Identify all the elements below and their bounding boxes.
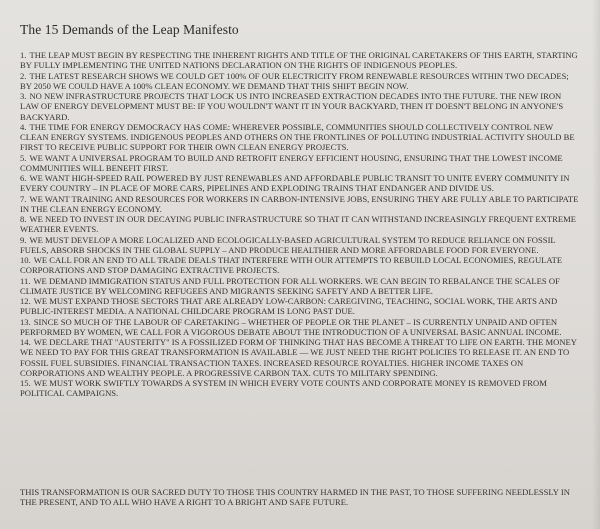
demand-number: 13.: [20, 316, 31, 327]
demands-list: [20, 50, 580, 399]
demand-text: WE WANT TRAINING AND RESOURCES FOR WORKERS IN CARBON-INTENSIVE JOBS, ENSURING THEY ARE FULLY ABLE TO PARTICIPATE IN THE CLEAN ENERGY ECONOMY.: [20, 193, 579, 214]
demand-number: 8.: [20, 214, 27, 224]
demand-text: THE LATEST RESEARCH SHOWS WE COULD GET 100% OF OUR ELECTRICITY FROM RENEWABLE RESOURCES WITHIN TWO DECADES; BY 2050 WE COULD HAVE A 100% CLEAN ECONOMY. WE DEMAND THAT THIS SHIFT BEGIN NOW.: [20, 70, 569, 91]
demand-item: [20, 235, 580, 256]
demand-item: [20, 153, 580, 174]
demand-item: [20, 276, 580, 297]
demand-number: 14.: [20, 337, 31, 347]
demand-number: 12.: [20, 296, 31, 306]
demand-text: WE MUST DEVELOP A MORE LOCALIZED AND ECOLOGICALLY-BASED AGRICULTURAL SYSTEM TO REDUCE RELIANCE ON FOSSIL FUELS, ABSORB SHOCKS IN THE GLOBAL SUPPLY – AND PRODUCE HEALTHIER AND MORE AFFORDABLE FOOD FOR EVERYONE.: [20, 234, 556, 255]
demand-item: [20, 122, 580, 153]
demand-item: [20, 317, 580, 338]
demand-number: 7.: [20, 193, 27, 204]
demand-text: WE CALL FOR AN END TO ALL TRADE DEALS THAT INTERFERE WITH OUR ATTEMPTS TO REBUILD LOCAL ECONOMIES, REGULATE CORPORATIONS AND STOP DAMAGING EXTRACTIVE PROJECTS.: [20, 255, 563, 276]
demand-text: WE MUST WORK SWIFTLY TOWARDS A SYSTEM IN WHICH EVERY VOTE COUNTS AND CORPORATE MONEY IS REMOVED FROM POLITICAL CAMPAIGNS.: [20, 378, 547, 399]
demand-text: THE TIME FOR ENERGY DEMOCRACY HAS COME: WHEREVER POSSIBLE, COMMUNITIES SHOULD COLLECTIVELY CONTROL NEW CLEAN ENERGY SYSTEMS. INDIGENOUS PEOPLES AND OTHERS ON THE FRONTLINES OF POLLUTING INDUSTRIAL ACTIVITY SHOULD BE FIRST TO RECEIVE PUBLIC SUPPORT FOR THEIR OWN CLEAN ENERGY PROJECTS.: [20, 121, 575, 153]
demand-number: 3.: [20, 91, 27, 101]
demand-item: [20, 378, 580, 399]
demand-text: WE MUST EXPAND THOSE SECTORS THAT ARE ALREADY LOW-CARBON: CAREGIVING, TEACHING, SOCIAL WORK, THE ARTS AND PUBLIC-INTEREST MEDIA. A NATIONAL CHILDCARE PROGRAM IS LONG PAST DUE.: [20, 296, 558, 317]
demand-text: SINCE SO MUCH OF THE LABOUR OF CARETAKING – WHETHER OF PEOPLE OR THE PLANET – IS CURRENTLY UNPAID AND OFTEN PERFORMED BY WOMEN, WE CALL FOR A VIGOROUS DEBATE ABOUT THE INTRODUCTION OF A UNIVERSAL BASIC ANNUAL INCOME.: [20, 316, 562, 337]
demand-item: [20, 214, 580, 235]
demand-number: 1.: [20, 50, 27, 60]
demand-number: 15.: [20, 378, 31, 388]
demand-item: [20, 50, 580, 71]
demand-item: [20, 296, 580, 317]
demand-item: [20, 194, 580, 215]
demand-item: [20, 91, 580, 122]
demand-number: 11.: [20, 275, 31, 286]
demand-text: WE DECLARE THAT "AUSTERITY" IS A FOSSILIZED FORM OF THINKING THAT HAS BECOME A THREAT TO LIFE ON EARTH. THE MONEY WE NEED TO PAY FOR THIS GREAT TRANSFORMATION IS AVAILABLE — WE JUST NEED THE RIGHT POLICIES TO RELEASE IT. AN END TO FOSSIL FUEL SUBSIDIES. FINANCIAL TRANSACTION TAXES. INCREASED RESOURCE ROYALTIES. HIGHER INCOME TAXES ON CORPORATIONS AND WEALTHY PEOPLE. A PROGRESSIVE CARBON TAX. CUTS TO MILITARY SPENDING.: [20, 337, 577, 378]
document-title: The 15 Demands of the Leap Manifesto: [20, 22, 239, 37]
demand-item: [20, 173, 580, 194]
demand-number: 10.: [20, 255, 31, 265]
demand-text: WE DEMAND IMMIGRATION STATUS AND FULL PROTECTION FOR ALL WORKERS. WE CAN BEGIN TO REBALANCE THE SCALES OF CLIMATE JUSTICE BY WELCOMING REFUGEES AND MIGRANTS SEEKING SAFETY AND A BETTER LIFE.: [20, 275, 560, 296]
demand-text: WE WANT A UNIVERSAL PROGRAM TO BUILD AND RETROFIT ENERGY EFFICIENT HOUSING, ENSURING THAT THE LOWEST INCOME COMMUNITIES WILL BENEFIT FIRST.: [20, 152, 563, 173]
demand-text: THE LEAP MUST BEGIN BY RESPECTING THE INHERENT RIGHTS AND TITLE OF THE ORIGINAL CARETAKERS OF THIS EARTH, STARTING BY FULLY IMPLEMENTING THE UNITED NATIONS DECLARATION ON THE RIGHTS OF INDIGENOUS PEOPLES.: [20, 50, 578, 71]
demand-text: NO NEW INFRASTRUCTURE PROJECTS THAT LOCK US INTO INCREASED EXTRACTION DECADES INTO THE FUTURE. THE NEW IRON LAW OF ENERGY DEVELOPMENT MUST BE: IF YOU WOULDN'T WANT IT IN YOUR BACKYARD, THEN IT DOESN'T BELONG IN ANYONE'S BACKYARD.: [20, 91, 564, 122]
demand-number: 9.: [20, 234, 27, 245]
demand-text: WE WANT HIGH-SPEED RAIL POWERED BY JUST RENEWABLES AND AFFORDABLE PUBLIC TRANSIT TO UNITE EVERY COMMUNITY IN EVERY COUNTRY – IN PLACE OF MORE CARS, PIPELINES AND EXPLODING TRAINS THAT ENDANGER AND DIVIDE US.: [20, 173, 570, 194]
demand-number: 4.: [20, 121, 27, 132]
demand-number: 6.: [20, 173, 27, 183]
demand-item: [20, 337, 580, 378]
demand-number: 2.: [20, 70, 27, 81]
demand-item: [20, 255, 580, 276]
demand-item: [20, 71, 580, 92]
demand-text: WE NEED TO INVEST IN OUR DECAYING PUBLIC INFRASTRUCTURE SO THAT IT CAN WITHSTAND INCREASINGLY FREQUENT EXTREME WEATHER EVENTS.: [20, 214, 577, 235]
closing-statement: THIS TRANSFORMATION IS OUR SACRED DUTY TO THOSE THIS COUNTRY HARMED IN THE PAST, TO THOSE SUFFERING NEEDLESSLY IN THE PRESENT, AND TO ALL WHO HAVE A RIGHT TO A BRIGHT AND SAFE FUTURE.: [20, 487, 570, 508]
demand-number: 5.: [20, 152, 27, 163]
